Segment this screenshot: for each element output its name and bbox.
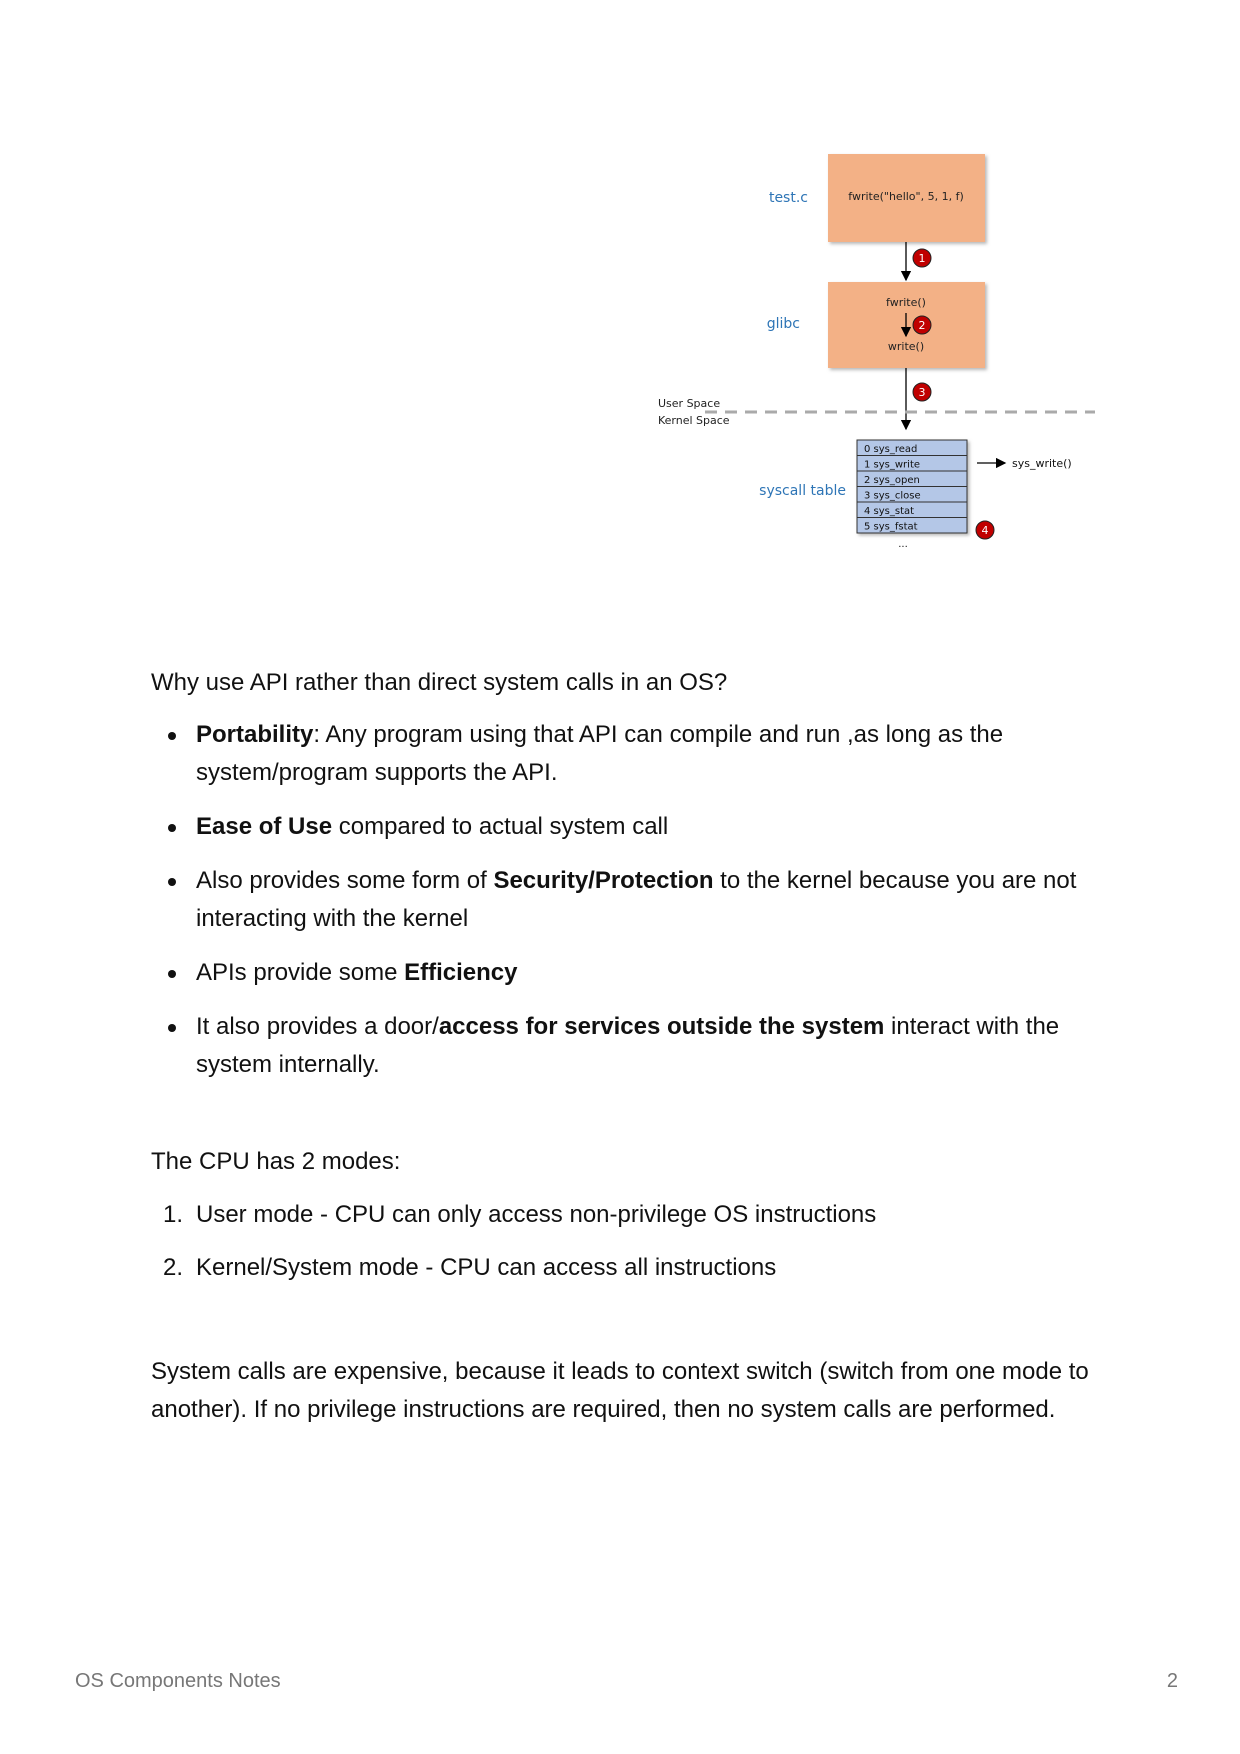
mode-text: Kernel/System mode - CPU can access all instructions	[196, 1254, 777, 1281]
mode-number: 1.	[163, 1201, 184, 1228]
list-item	[151, 862, 1091, 938]
table-row-2-text: 2 sys_open	[864, 475, 920, 486]
step-4-label: 4	[981, 524, 989, 537]
glibc-label: glibc	[766, 316, 800, 332]
step-3-label: 3	[918, 386, 926, 399]
reason-prefix: It also provides a door/	[196, 1013, 439, 1040]
reason-bold: Portability	[196, 721, 314, 748]
syscall-table-label: syscall table	[759, 483, 846, 499]
mode-text: User mode - CPU can only access non-privilege OS instructions	[196, 1201, 877, 1228]
bullet-dot	[168, 824, 176, 832]
table-row-3-text: 3 sys_close	[864, 490, 921, 502]
bullet-dot	[168, 1024, 176, 1032]
list-item	[151, 1008, 1091, 1084]
glibc-fwrite: fwrite()	[886, 296, 926, 309]
api-question: Why use API rather than direct system calls in an OS?	[151, 669, 728, 696]
page-number: 2	[1166, 1670, 1178, 1692]
list-item	[151, 808, 1091, 846]
bullet-dot	[168, 970, 176, 978]
step-1-label: 1	[918, 252, 926, 265]
reason-text: to the kernel because you are not interacting with the kernel	[196, 867, 1077, 932]
reason-prefix: Also provides some form of	[196, 867, 494, 894]
reason-bold: Efficiency	[404, 959, 518, 986]
reason-prefix: APIs provide some	[196, 959, 405, 986]
syscall-cost-section	[151, 1353, 1091, 1429]
test-c-call: fwrite("hello", 5, 1, f)	[848, 190, 964, 203]
glibc-write: write()	[887, 340, 925, 353]
list-item	[151, 1196, 1091, 1234]
table-row-5-text: 5 sys_fstat	[864, 521, 918, 533]
api-section	[151, 664, 1091, 1100]
table-row-0-text: 0 sys_read	[864, 444, 918, 455]
reason-bold: access for services outside the system	[438, 1013, 885, 1040]
syscall-cost-paragraph: System calls are expensive, because it leads to context switch (switch from one mode to another). If no privilege instructions are required, then no system calls are performed.	[151, 1358, 1089, 1423]
reason-text: : Any program using that API can compile and run ,as long as the system/program supports the API.	[196, 721, 1004, 786]
list-item	[151, 954, 1091, 992]
sys-write-target: sys_write()	[1012, 457, 1072, 470]
syscall-diagram-svg	[650, 150, 1110, 570]
cpu-modes-intro: The CPU has 2 modes:	[151, 1148, 401, 1175]
cpu-modes-list	[151, 1196, 1091, 1287]
syscall-diagram	[650, 150, 1110, 570]
reason-bold: Ease of Use	[196, 813, 333, 840]
bullet-dot	[168, 732, 176, 740]
table-row-1-text: 1 sys_write	[864, 459, 921, 471]
reason-text: interact with the system internally.	[196, 1013, 1060, 1078]
kernel-space-label: Kernel Space	[658, 414, 730, 427]
list-item	[151, 716, 1091, 792]
list-item	[151, 1249, 1091, 1287]
table-row-4-text: 4 sys_stat	[864, 506, 915, 517]
cpu-modes-section	[151, 1143, 1091, 1302]
table-ellipsis: ...	[898, 539, 908, 550]
test-c-label: test.c	[768, 190, 808, 206]
bullet-dot	[168, 878, 176, 886]
user-space-label: User Space	[658, 397, 721, 410]
footer-title: OS Components Notes	[75, 1670, 281, 1692]
api-reasons-list	[151, 716, 1091, 1084]
reason-text: compared to actual system call	[332, 813, 669, 840]
step-2-label: 2	[918, 319, 926, 332]
mode-number: 2.	[163, 1254, 184, 1281]
reason-bold: Security/Protection	[493, 867, 714, 894]
